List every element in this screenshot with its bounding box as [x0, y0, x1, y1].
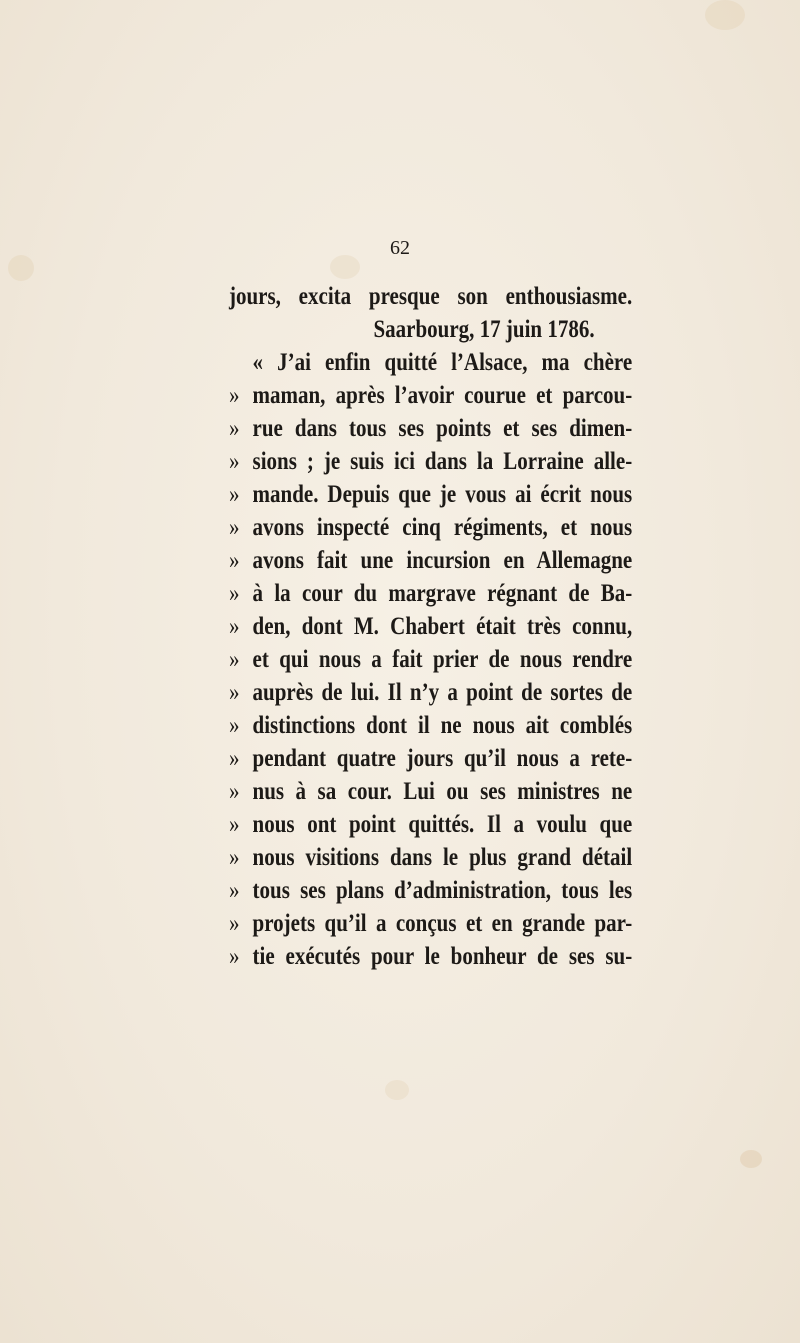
dateline: Saarbourg, 17 juin 1786.	[373, 316, 595, 343]
body-text	[229, 280, 659, 973]
text-line: » maman, après l’avoir courue et parcou-	[229, 382, 633, 409]
foxing-spot	[385, 1080, 409, 1100]
text-line: » nous visitions dans le plus grand détail	[229, 844, 633, 871]
text-line: » pendant quatre jours qu’il nous a rete-	[229, 745, 633, 772]
text-line: » auprès de lui. Il n’y a point de sortes de	[229, 679, 633, 706]
text-line: » rue dans tous ses points et ses dimen-	[229, 415, 633, 442]
text-line: » nous ont point quittés. Il a voulu que	[229, 811, 633, 838]
text-line: jours, excita presque son enthousiasme.	[229, 283, 633, 310]
foxing-spot	[740, 1150, 762, 1168]
text-line: » tie exécutés pour le bonheur de ses su-	[229, 943, 633, 970]
text-line: » avons inspecté cinq régiments, et nous	[229, 514, 633, 541]
text-line: » nus à sa cour. Lui ou ses ministres ne	[229, 778, 633, 805]
text-line: » den, dont M. Chabert était très connu,	[229, 613, 633, 640]
text-line: » mande. Depuis que je vous ai écrit nous	[229, 481, 633, 508]
foxing-spot	[705, 0, 745, 30]
text-line: » à la cour du margrave régnant de Ba-	[229, 580, 633, 607]
letter-opening-line: « J’ai enfin quitté l’Alsace, ma chère	[252, 349, 633, 376]
text-line: » avons fait une incursion en Allemagne	[229, 547, 633, 574]
text-line: » tous ses plans d’administration, tous les	[229, 877, 633, 904]
text-line: » sions ; je suis ici dans la Lorraine alle-	[229, 448, 633, 475]
page-number: 62	[390, 237, 410, 259]
text-line: » distinctions dont il ne nous ait comblés	[229, 712, 633, 739]
text-line: » et qui nous a fait prier de nous rendre	[229, 646, 633, 673]
text-line: » projets qu’il a conçus et en grande par-	[229, 910, 633, 937]
